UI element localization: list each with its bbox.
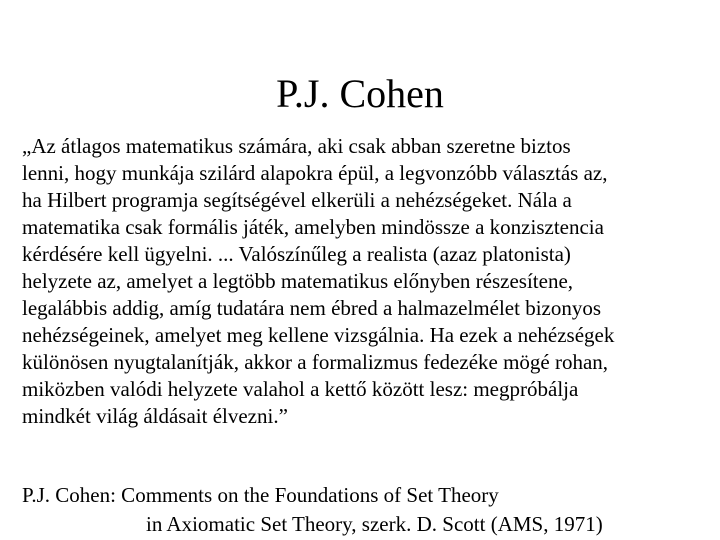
- quote-line: ha Hilbert programja segítségével elkerüli a nehézségeket. Nála a: [22, 188, 572, 212]
- quote-line: kérdésére kell ügyelni. ... Valószínűleg a realista (azaz platonista): [22, 242, 571, 266]
- citation-line: in Axiomatic Set Theory, szerk. D. Scott (AMS, 1971): [146, 512, 603, 536]
- quote-line: legalábbis addig, amíg tudatára nem ébred a halmazelmélet bizonyos: [22, 296, 602, 320]
- quote-line: matematika csak formális játék, amelyben mindössze a konzisztencia: [22, 215, 604, 239]
- quote-line: lenni, hogy munkája szilárd alapokra épül, a legvonzóbb választás az,: [22, 161, 608, 185]
- quote-line: különösen nyugtalanítják, akkor a formalizmus fedezéke mögé rohan,: [22, 350, 609, 374]
- quote-line: nehézségeinek, amelyet meg kellene vizsgálnia. Ha ezek a nehézségek: [22, 323, 615, 347]
- citation-line: P.J. Cohen: Comments on the Foundations of Set Theory: [22, 483, 499, 507]
- citation-block: [22, 481, 712, 539]
- slide-title: P.J. Cohen: [276, 71, 444, 116]
- quote-line: helyzete az, amelyet a legtöbb matematikus előnyben részesítene,: [22, 269, 574, 293]
- quote-block: [22, 133, 712, 430]
- quote-line: mindkét világ áldásait élvezni.”: [22, 404, 288, 428]
- quote-line: „Az átlagos matematikus számára, aki csak abban szeretne biztos: [22, 134, 571, 158]
- quote-line: miközben valódi helyzete valahol a kettő között lesz: megpróbálja: [22, 377, 579, 401]
